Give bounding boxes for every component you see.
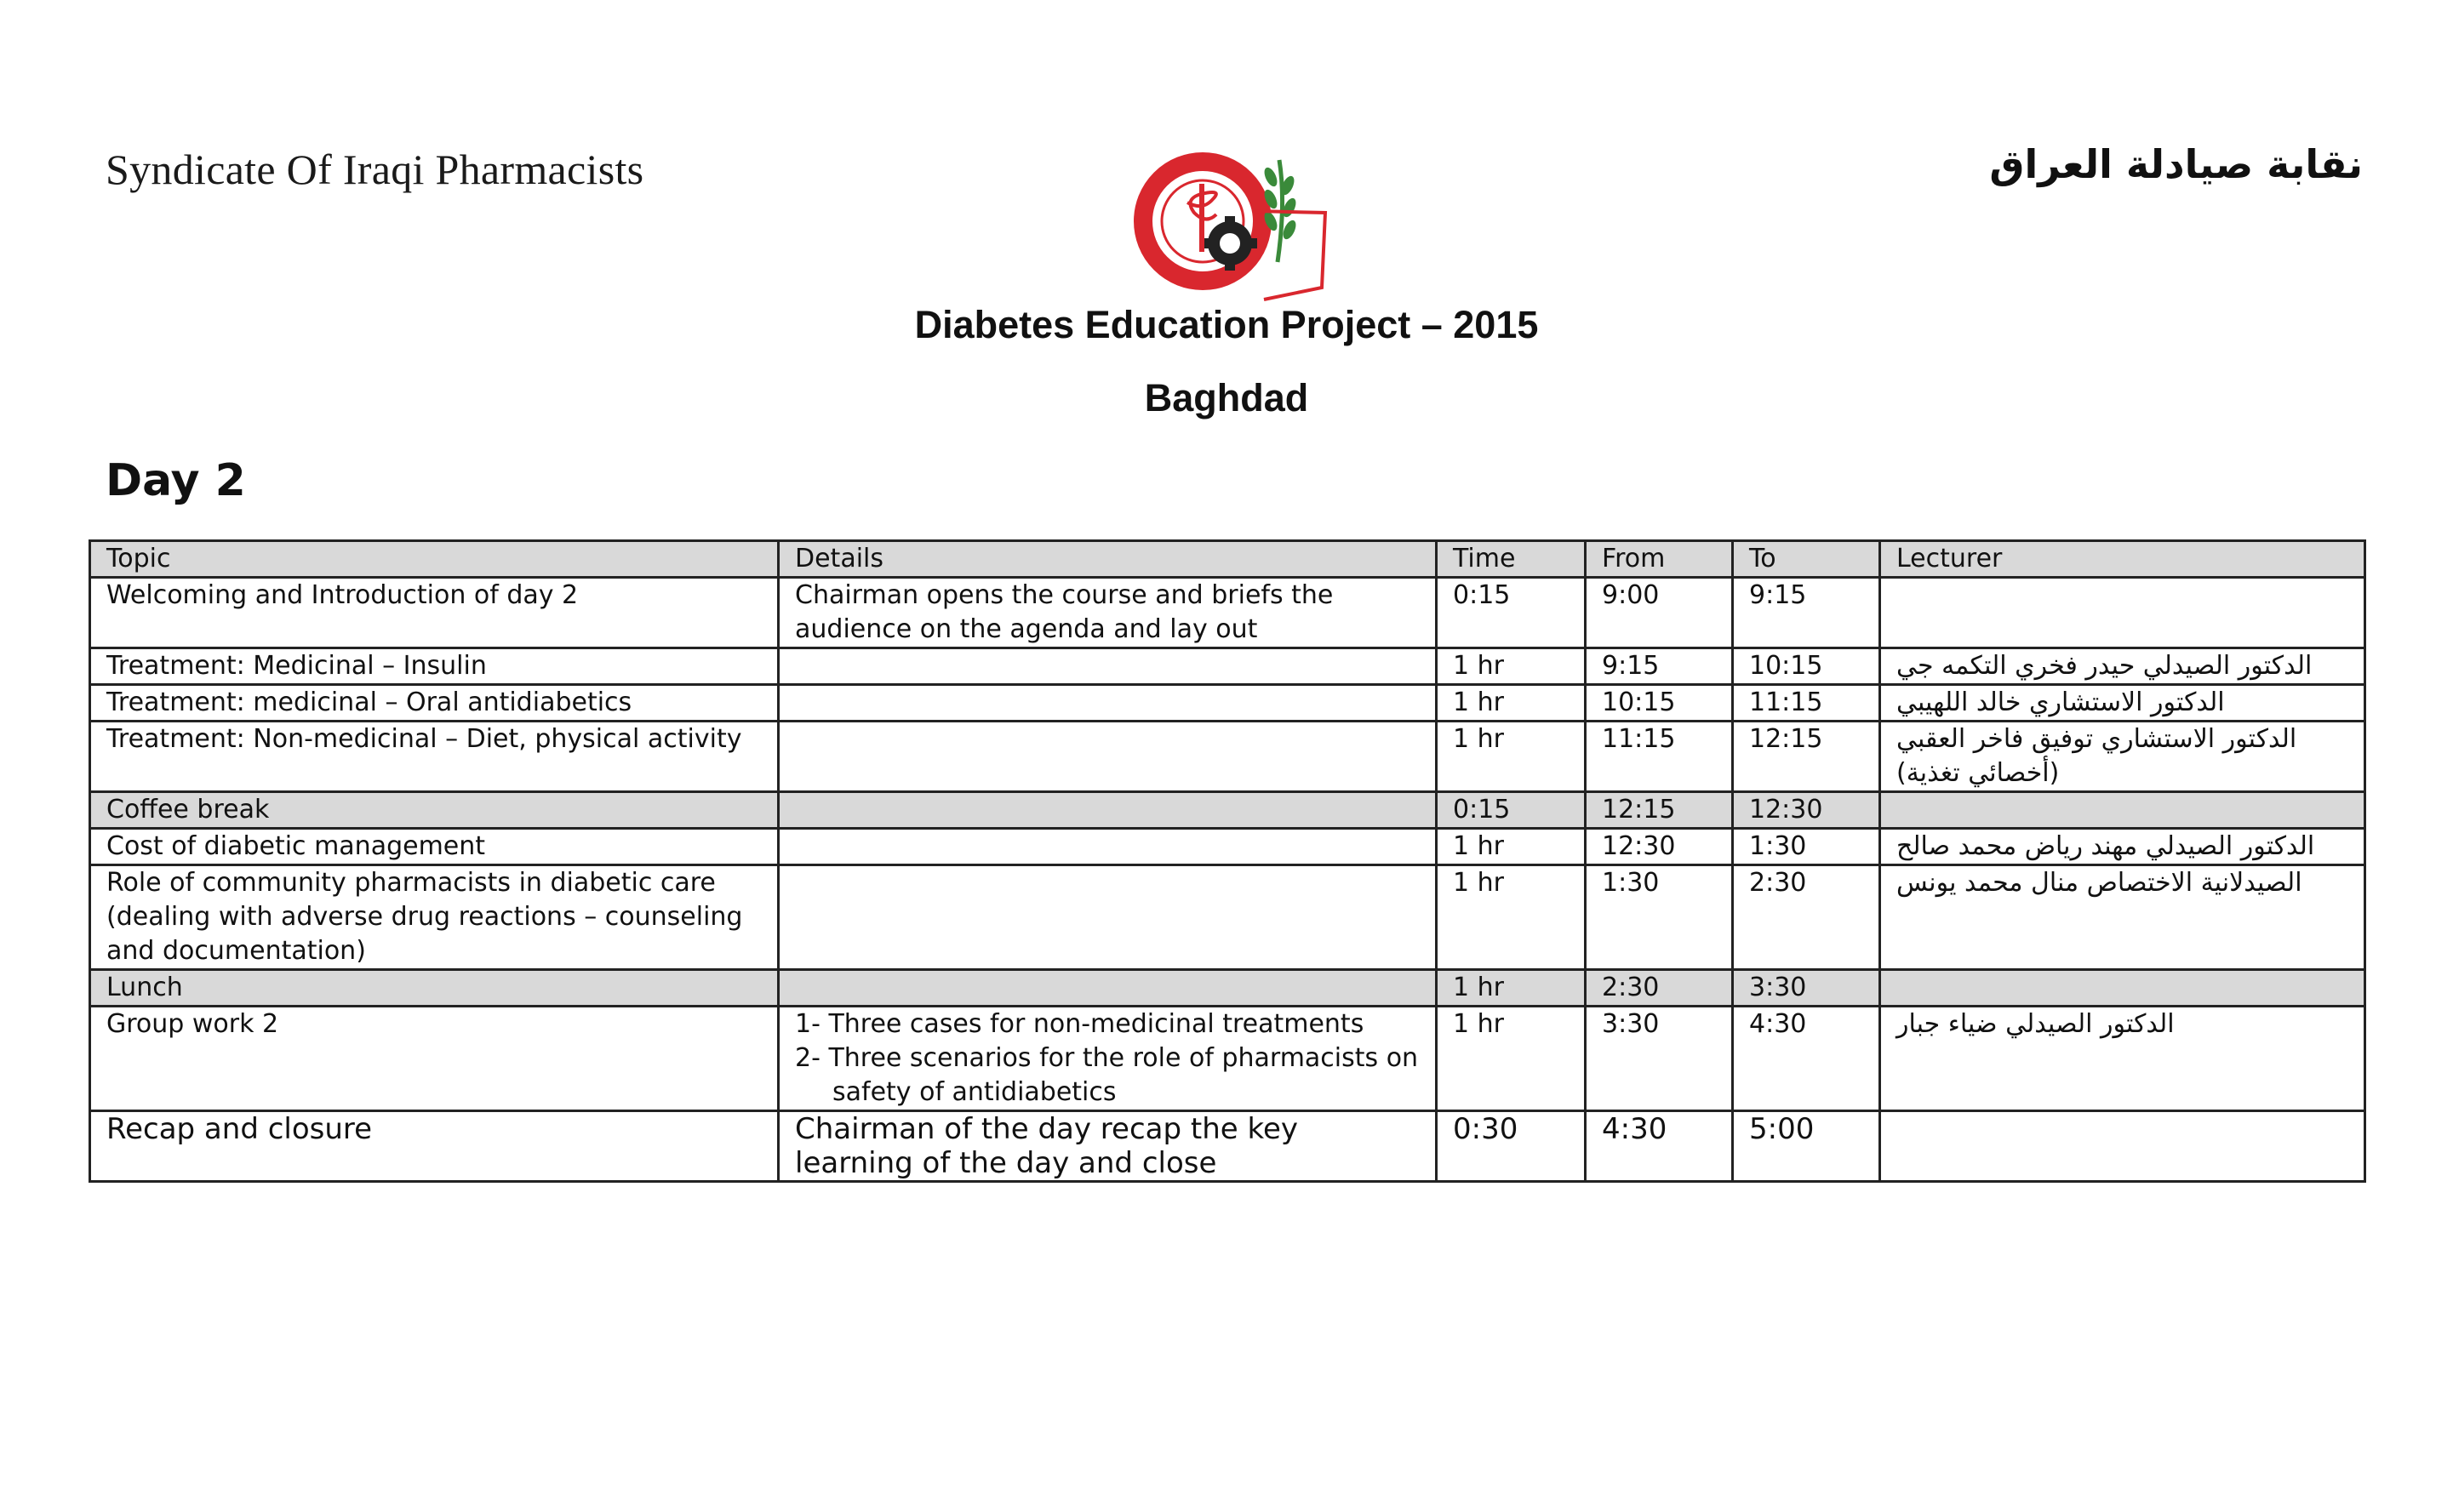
cell-topic: Treatment: medicinal – Oral antidiabetics xyxy=(90,685,779,722)
cell-time: 1 hr xyxy=(1437,685,1586,722)
cell-topic: Cost of diabetic management xyxy=(90,829,779,865)
cell-details: Chairman of the day recap the key learning of the day and close xyxy=(779,1111,1437,1182)
cell-lecturer xyxy=(1880,578,2365,648)
cell-from: 12:15 xyxy=(1586,792,1733,829)
cell-details xyxy=(779,970,1437,1007)
table-header-row xyxy=(90,541,2365,578)
cell-from: 3:30 xyxy=(1586,1007,1733,1111)
cell-to: 11:15 xyxy=(1733,685,1880,722)
cell-time: 1 hr xyxy=(1437,648,1586,685)
cell-time: 1 hr xyxy=(1437,865,1586,970)
cell-from: 4:30 xyxy=(1586,1111,1733,1182)
cell-topic: Welcoming and Introduction of day 2 xyxy=(90,578,779,648)
table-row xyxy=(90,1111,2365,1182)
cell-topic: Recap and closure xyxy=(90,1111,779,1182)
cell-lecturer: الدكتور الصيدلي ضياء جبار xyxy=(1880,1007,2365,1111)
details-list xyxy=(795,1007,1420,1110)
cell-time: 0:15 xyxy=(1437,578,1586,648)
cell-to: 4:30 xyxy=(1733,1007,1880,1111)
cell-from: 1:30 xyxy=(1586,865,1733,970)
header-topic: Topic xyxy=(90,541,779,578)
cell-lecturer xyxy=(1880,792,2365,829)
cell-details xyxy=(779,685,1437,722)
cell-to: 9:15 xyxy=(1733,578,1880,648)
cell-topic: Treatment: Medicinal – Insulin xyxy=(90,648,779,685)
header-from: From xyxy=(1586,541,1733,578)
table-row xyxy=(90,829,2365,865)
table-row xyxy=(90,865,2365,970)
header-lecturer: Lecturer xyxy=(1880,541,2365,578)
cell-from: 11:15 xyxy=(1586,722,1733,792)
table-row xyxy=(90,970,2365,1007)
cell-topic: Group work 2 xyxy=(90,1007,779,1111)
cell-to: 12:30 xyxy=(1733,792,1880,829)
cell-from: 12:30 xyxy=(1586,829,1733,865)
cell-details xyxy=(779,829,1437,865)
cell-details xyxy=(779,865,1437,970)
page-title: Diabetes Education Project – 2015 xyxy=(914,303,1539,346)
cell-topic: Coffee break xyxy=(90,792,779,829)
header-to: To xyxy=(1733,541,1880,578)
table-row xyxy=(90,685,2365,722)
page-subtitle: Baghdad xyxy=(1144,376,1309,419)
cell-topic: Role of community pharmacists in diabetic care (dealing with adverse drug reactions – counseling and documentation) xyxy=(90,865,779,970)
cell-lecturer: الدكتور الصيدلي مهند رياض محمد صالح xyxy=(1880,829,2365,865)
cell-time: 1 hr xyxy=(1437,970,1586,1007)
cell-to: 10:15 xyxy=(1733,648,1880,685)
list-item: 2- Three scenarios for the role of pharmacists on safety of antidiabetics xyxy=(795,1043,1419,1107)
cell-to: 2:30 xyxy=(1733,865,1880,970)
cell-time: 0:30 xyxy=(1437,1111,1586,1182)
table-row xyxy=(90,792,2365,829)
table-row xyxy=(90,578,2365,648)
cell-to: 5:00 xyxy=(1733,1111,1880,1182)
syndicate-logo xyxy=(1128,151,1351,305)
list-item: 1- Three cases for non-medicinal treatments xyxy=(795,1009,1364,1039)
table-row xyxy=(90,1007,2365,1111)
cell-lecturer: الدكتور الاستشاري خالد اللهيبي xyxy=(1880,685,2365,722)
table-row xyxy=(90,722,2365,792)
cell-time: 1 hr xyxy=(1437,1007,1586,1111)
cell-to: 1:30 xyxy=(1733,829,1880,865)
cell-to: 12:15 xyxy=(1733,722,1880,792)
cell-lecturer: الصيدلانية الاختصاص منال محمد يونس xyxy=(1880,865,2365,970)
day-label: Day 2 xyxy=(106,455,246,506)
cell-details xyxy=(779,722,1437,792)
cell-details xyxy=(779,648,1437,685)
header-details: Details xyxy=(779,541,1437,578)
cell-details xyxy=(779,1007,1437,1111)
cell-lecturer: الدكتور الصيدلي حيدر فخري التكمه جي xyxy=(1880,648,2365,685)
cell-lecturer: الدكتور الاستشاري توفيق فاخر العقبي (أخصائي تغذية) xyxy=(1880,722,2365,792)
cell-from: 10:15 xyxy=(1586,685,1733,722)
cell-topic: Lunch xyxy=(90,970,779,1007)
cell-details xyxy=(779,792,1437,829)
org-name-arabic: نقابة صيادلة العراق xyxy=(1989,141,2363,187)
cell-time: 1 hr xyxy=(1437,722,1586,792)
cell-from: 9:15 xyxy=(1586,648,1733,685)
cell-topic: Treatment: Non-medicinal – Diet, physical activity xyxy=(90,722,779,792)
cell-lecturer xyxy=(1880,1111,2365,1182)
cell-time: 1 hr xyxy=(1437,829,1586,865)
header-time: Time xyxy=(1437,541,1586,578)
agenda-table xyxy=(89,539,2366,1183)
cell-details: Chairman opens the course and briefs the audience on the agenda and lay out xyxy=(779,578,1437,648)
cell-to: 3:30 xyxy=(1733,970,1880,1007)
cell-from: 2:30 xyxy=(1586,970,1733,1007)
table-row xyxy=(90,648,2365,685)
cell-lecturer xyxy=(1880,970,2365,1007)
cell-time: 0:15 xyxy=(1437,792,1586,829)
org-name-english: Syndicate Of Iraqi Pharmacists xyxy=(106,145,644,193)
cell-from: 9:00 xyxy=(1586,578,1733,648)
